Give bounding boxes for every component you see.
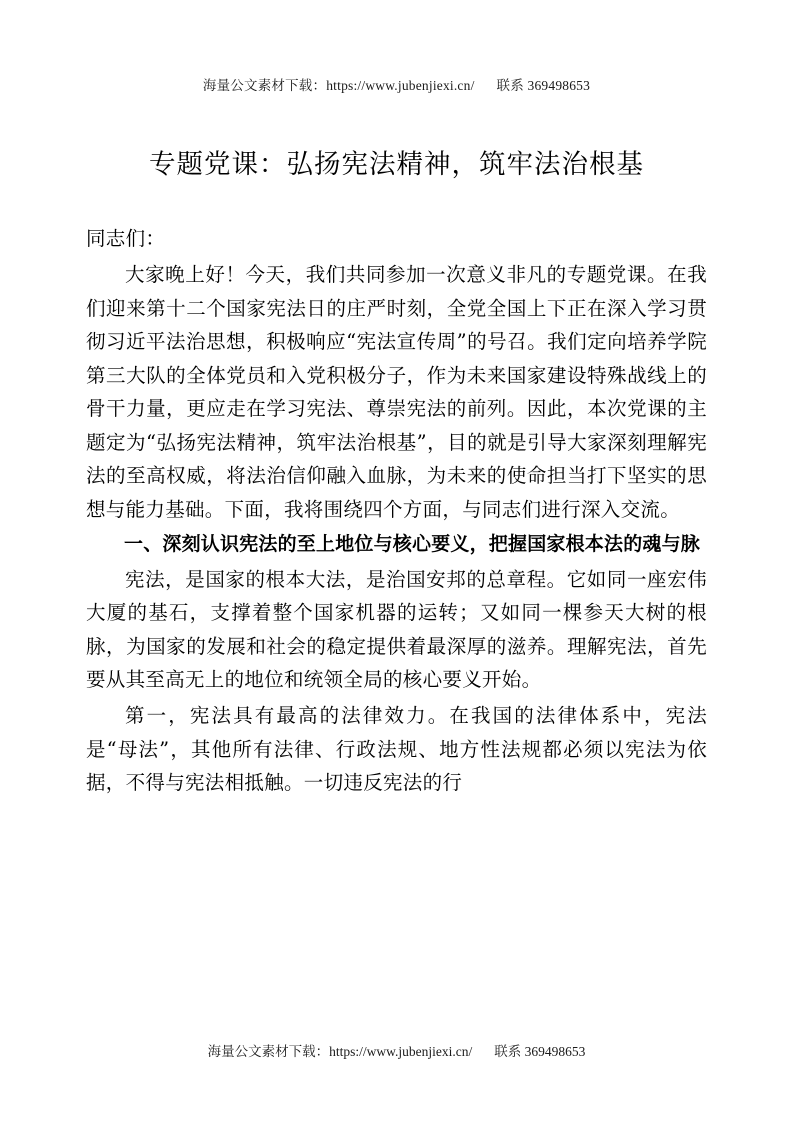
footer-contact-value: 369498653 xyxy=(524,1044,586,1059)
document-body xyxy=(86,222,707,799)
header-watermark-label: 海量公文素材下载： xyxy=(202,78,327,93)
footer-watermark-url: https://www.jubenjiexi.cn/ xyxy=(329,1044,473,1059)
header-watermark xyxy=(86,74,707,94)
paragraph-section1-body1: 宪法，是国家的根本大法，是治国安邦的总章程。它如同一座宏伟大厦的基石，支撑着整个国家机器的运转；又如同一棵参天大树的根脉，为国家的发展和社会的稳定提供着最深厚的滋养。理解宪法，首先要从其至高无上的地位和统领全局的核心要义开始。 xyxy=(86,567,707,692)
paragraph-section1-body2: 第一，宪法具有最高的法律效力。在我国的法律体系中，宪法是“母法”，其他所有法律、行政法规、地方性法规都必须以宪法为依据，不得与宪法相抵触。一切违反宪法的行 xyxy=(86,704,707,795)
footer-contact-label: 联系 xyxy=(494,1044,522,1059)
footer-watermark xyxy=(0,1040,793,1060)
header-watermark-url: https://www.jubenjiexi.cn/ xyxy=(326,78,475,93)
paragraph-intro: 大家晚上好！今天，我们共同参加一次意义非凡的专题党课。在我们迎来第十二个国家宪法日的庄严时刻，全党全国上下正在深入学习贯彻习近平法治思想，积极响应“宪法宣传周”的号召。我们定向培养学院第三大队的全体党员和入党积极分子，作为未来国家建设特殊战线上的骨干力量，更应走在学习宪法、尊崇宪法的前列。因此，本次党课的主题定为“弘扬宪法精神，筑牢法治根基”，目的就是引导大家深刻理解宪法的至高权威，将法治信仰融入血脉，为未来的使命担当打下坚实的思想与能力基础。下面，我将围绕四个方面，与同志们进行深入交流。 xyxy=(86,262,707,521)
footer-watermark-label: 海量公文素材下载： xyxy=(207,1044,330,1059)
section-heading-1: 一、深刻认识宪法的至上地位与核心要义，把握国家根本法的魂与脉 xyxy=(124,533,701,556)
header-contact-label: 联系 xyxy=(496,78,524,93)
paragraph-salutation: 同志们： xyxy=(86,227,166,251)
page-title: 专题党课：弘扬宪法精神，筑牢法治根基 xyxy=(149,149,644,180)
header-contact-value: 369498653 xyxy=(527,78,591,93)
